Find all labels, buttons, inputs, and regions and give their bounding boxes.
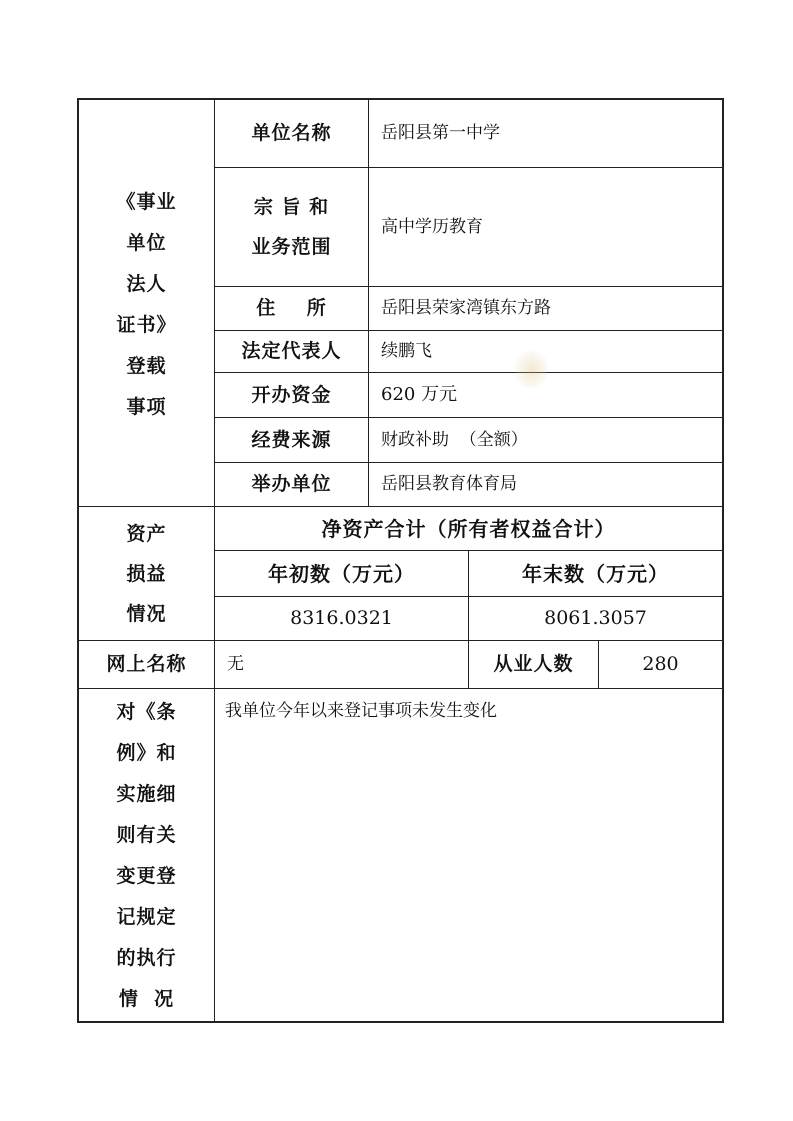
staff-count-value: 280 — [642, 653, 679, 675]
sponsor-value: 岳阳县教育体育局 — [381, 474, 517, 494]
purpose-value: 高中学历教育 — [381, 216, 483, 237]
online-name-value: 无 — [227, 654, 244, 674]
border-bottom — [77, 1021, 724, 1023]
ink-stain-mark — [512, 348, 548, 388]
funding-value: 财政补助 （全额） — [381, 429, 528, 450]
begin-amount-value: 8316.0321 — [290, 607, 393, 629]
staff-count-label: 从业人数 — [493, 653, 574, 675]
execution-text: 我单位今年以来登记事项未发生变化 — [225, 700, 497, 721]
unit-name-value: 岳阳县第一中学 — [381, 123, 500, 143]
begin-amount-label: 年初数（万元） — [268, 561, 415, 586]
capital-label: 开办资金 — [251, 383, 332, 406]
end-amount-label: 年末数（万元） — [522, 561, 669, 586]
net-assets-header: 净资产合计（所有者权益合计） — [321, 516, 616, 541]
sponsor-label: 举办单位 — [251, 473, 332, 495]
legal-rep-value: 续鹏飞 — [381, 341, 432, 361]
legal-rep-label: 法定代表人 — [241, 340, 342, 362]
online-name-label: 网上名称 — [106, 653, 187, 675]
end-amount-value: 8061.3057 — [544, 607, 647, 629]
asset-label: 资产 损益 情况 — [126, 522, 167, 625]
unit-name-label: 单位名称 — [251, 122, 332, 144]
address-value: 岳阳县荣家湾镇东方路 — [381, 298, 551, 318]
capital-value: 620 万元 — [381, 384, 458, 405]
execution-label: 对《条 例》和 实施细 则有关 变更登 记规定 的执行 情 况 — [116, 701, 177, 1010]
address-label: 住 所 — [256, 297, 327, 319]
purpose-label: 宗 旨 和 业务范围 — [251, 196, 332, 258]
funding-label: 经费来源 — [251, 428, 332, 451]
divider-v-exec — [214, 688, 215, 1022]
registration-items-label: 《事业 单位 法人 证书》 登载 事项 — [116, 191, 177, 418]
border-right — [722, 98, 724, 1023]
